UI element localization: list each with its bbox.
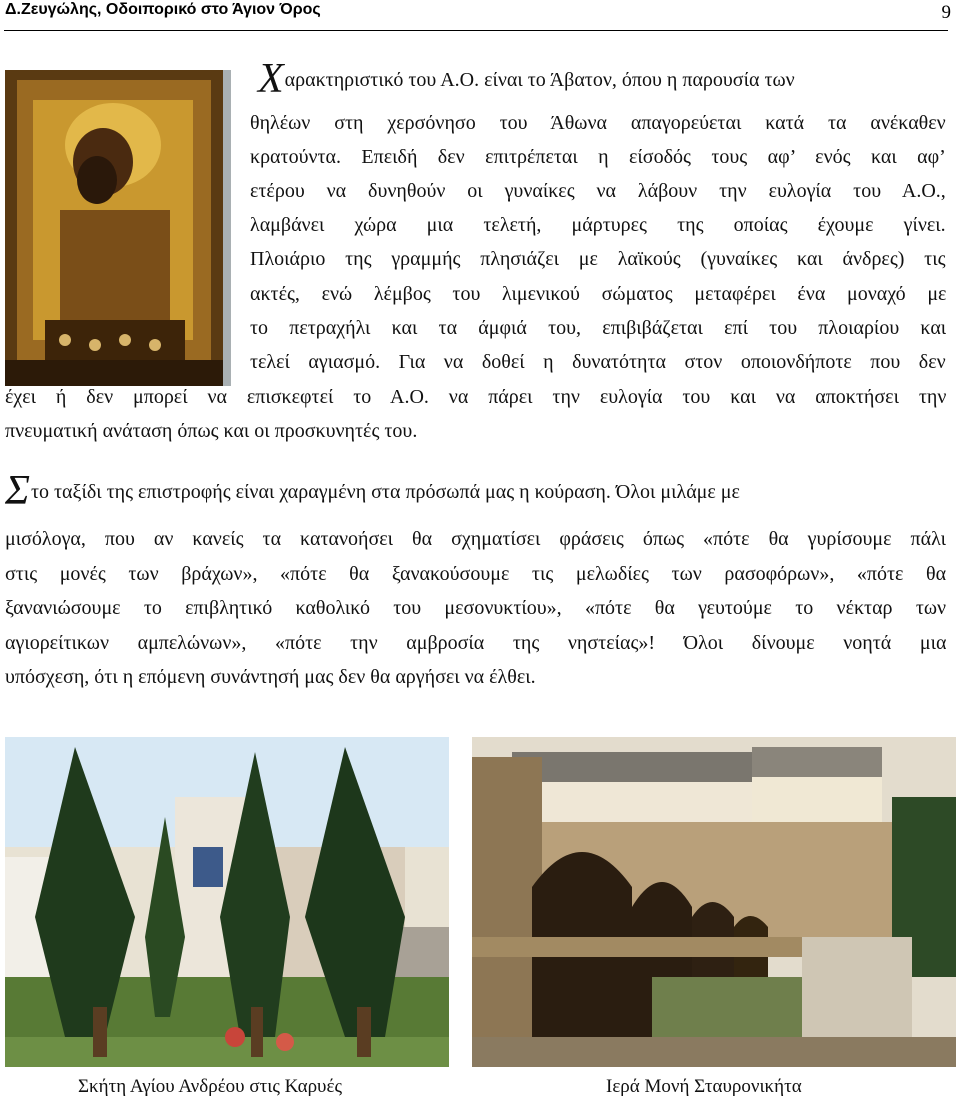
skete-photo-graphic xyxy=(5,737,449,1067)
dropcap: Σ xyxy=(5,468,30,514)
paragraph-1-line: θηλέων στη χερσόνησο του Άθωνα απαγορεύεται κατά τα ανέκαθεν xyxy=(250,112,946,134)
paragraph-1-line: ετέρου να δυνηθούν οι γυναίκες να λάβουν την ευλογία του Α.Ο., xyxy=(250,180,946,202)
dropcap: Χ xyxy=(258,56,284,102)
paragraph-2-line: αγιορείτικων αμπελώνων», «πότε την αμβροσία της νηστείας»! Όλοι δίνουμε νοητά μια xyxy=(5,632,946,654)
page-number: 9 xyxy=(941,2,951,23)
caption-right: Ιερά Μονή Σταυρονικήτα xyxy=(606,1076,802,1097)
monastery-photo-graphic xyxy=(472,737,956,1067)
paragraph-2-line: υπόσχεση, ότι η επόμενη συνάντησή μας δεν θα αργήσει να έλθει. xyxy=(5,666,536,688)
paragraph-1-line: πνευματική ανάταση όπως και οι προσκυνητές του. xyxy=(5,420,418,442)
paragraph-1-line: Χαρακτηριστικό του Α.Ο. είναι το Άβατον, όπου η παρουσία των xyxy=(258,56,795,102)
paragraph-1-line: κρατούντα. Επειδή δεν επιτρέπεται η είσοδός τους αφ’ ενός και αφ’ xyxy=(250,146,946,168)
paragraph-1-line: τελεί αγιασμό. Για να δοθεί η δυνατότητα στον οποιονδήποτε που δεν xyxy=(250,351,946,373)
header-rule xyxy=(4,30,948,31)
icon-painting-image xyxy=(5,70,231,386)
icon-painting-graphic xyxy=(5,70,223,386)
paragraph-2-line: ξανανιώσουμε το επιβλητικό καθολικό του μεσονυκτίου», «πότε θα γευτούμε το νέκταρ των xyxy=(5,597,946,619)
paragraph-1-line: λαμβάνει χώρα μια τελετή, μάρτυρες της οποίας έχουμε γίνει. xyxy=(250,214,946,236)
skete-photo xyxy=(5,737,449,1067)
monastery-photo xyxy=(472,737,956,1067)
running-header: Δ.Ζευγώλης, Οδοιπορικό στο Άγιον Όρος xyxy=(5,1,321,18)
paragraph-1-line: το πετραχήλι και τα άμφιά του, επιβιβάζεται επί του πλοιαρίου και xyxy=(250,317,946,339)
paragraph-2-line: μισόλογα, που αν κανείς τα κατανοήσει θα σχηματίσει φράσεις όπως «πότε θα γυρίσουμε πάλι xyxy=(5,528,946,550)
paragraph-2-line: Στο ταξίδι της επιστροφής είναι χαραγμένη στα πρόσωπά μας η κούραση. Όλοι μιλάμε με xyxy=(5,468,740,514)
paragraph-1-line: έχει ή δεν μπορεί να επισκεφτεί το Α.Ο. να πάρει την ευλογία του και να αποκτήσει την xyxy=(5,386,946,408)
caption-left: Σκήτη Αγίου Ανδρέου στις Καρυές xyxy=(78,1076,342,1097)
paragraph-1-line: Πλοιάριο της γραμμής πλησιάζει με λαϊκούς (γυναίκες και άνδρες) τις xyxy=(250,248,946,270)
paragraph-1-line: ακτές, ενώ λέμβος του λιμενικού σώματος μεταφέρει ένα μοναχό με xyxy=(250,283,946,305)
paragraph-2-line: στις μονές των βράχων», «πότε θα ξανακούσουμε τις μελωδίες των ρασοφόρων», «πότε θα xyxy=(5,563,946,585)
